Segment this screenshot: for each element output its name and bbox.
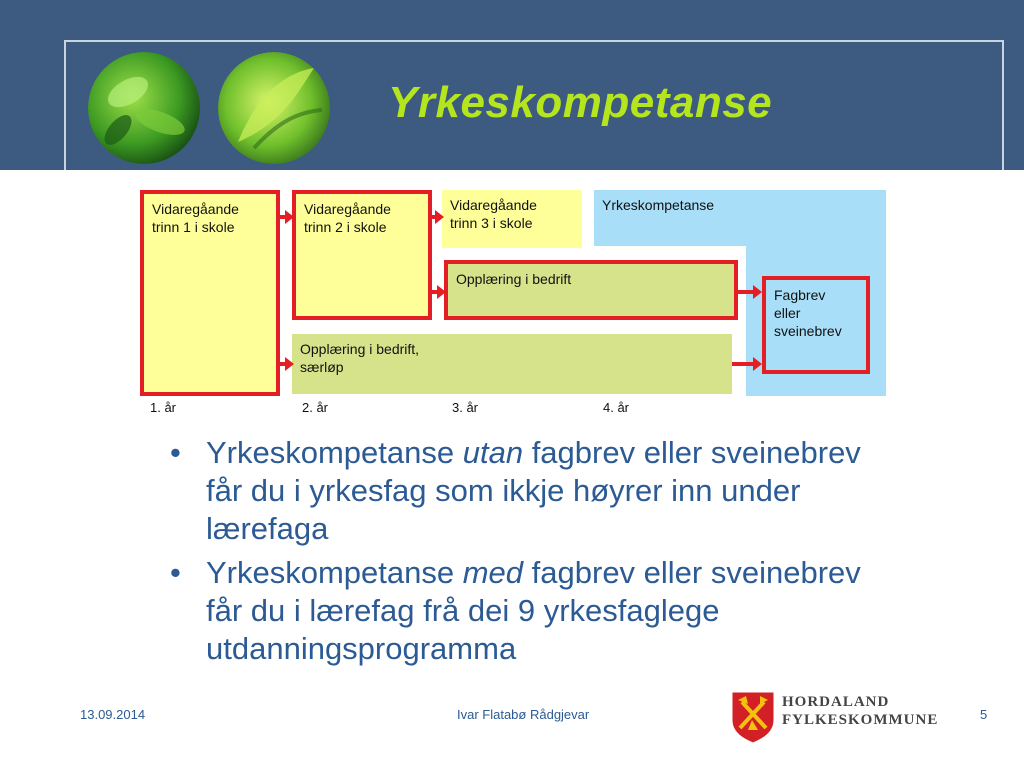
trinn2-line2: trinn 2 i skole <box>304 219 387 235</box>
opplaering-bedrift-box <box>444 260 738 320</box>
fagbrev-box <box>762 276 870 374</box>
trinn3-line2: trinn 3 i skole <box>450 215 533 231</box>
saerlop-box <box>292 334 732 394</box>
arrow-right-icon <box>432 290 440 294</box>
bullet-icon: • <box>170 435 181 470</box>
arrow-right-icon <box>432 215 438 219</box>
footer-date: 13.09.2014 <box>80 707 146 722</box>
hordaland-logo <box>730 690 950 744</box>
fagbrev-line2: eller <box>774 305 801 321</box>
page-number: 5 <box>980 707 988 722</box>
year-label: 3. år <box>452 400 479 415</box>
green-leaf-icon <box>218 52 330 164</box>
year-label: 1. år <box>150 400 177 415</box>
bullet-item <box>170 554 890 668</box>
bullet-text: fagbrev eller sveinebrev får du i yrkesfag som ikkje høyrer inn under lærefaga <box>206 435 861 546</box>
saerlop-line2: særløp <box>300 359 344 375</box>
arrow-right-icon <box>280 215 288 219</box>
arrow-right-icon <box>280 362 288 366</box>
slide-title: Yrkeskompetanse <box>388 78 773 127</box>
saerlop-line1: Opplæring i bedrift, <box>300 341 420 357</box>
bullet-text: Yrkeskompetanse <box>206 435 463 470</box>
year-label: 4. år <box>603 400 630 415</box>
bullet-icon: • <box>170 555 181 590</box>
education-pathway-diagram <box>136 186 888 418</box>
trinn2-box <box>292 190 432 320</box>
trinn3-line1: Vidaregåande <box>450 197 537 213</box>
arrow-right-icon <box>738 290 756 294</box>
org-name-line1: HORDALAND <box>782 694 890 710</box>
fagbrev-line1: Fagbrev <box>774 287 826 303</box>
yrkeskompetanse-label: Yrkeskompetanse <box>602 197 715 213</box>
bullet-item <box>170 434 890 548</box>
trinn1-box <box>140 190 280 396</box>
footer-author: Ivar Flatabø Rådgjevar <box>457 707 590 722</box>
org-name-line2: FYLKESKOMMUNE <box>782 712 939 728</box>
bullet-emphasis: med <box>462 555 524 590</box>
bullet-list <box>170 434 890 674</box>
bullet-text: fagbrev eller sveinebrev får du i lærefag frå dei 9 yrkesfaglege utdanningsprogramma <box>206 555 861 666</box>
trinn3-box <box>442 190 582 248</box>
trinn2-line1: Vidaregåande <box>304 201 391 217</box>
green-leaf-icon <box>88 52 200 164</box>
bullet-emphasis: utan <box>462 435 524 470</box>
fagbrev-line3: sveinebrev <box>774 323 842 339</box>
yrkeskompetanse-box <box>594 190 886 246</box>
trinn1-line1: Vidaregåande <box>152 201 239 217</box>
year-label: 2. år <box>302 400 329 415</box>
coat-of-arms-icon <box>730 690 776 744</box>
trinn1-line2: trinn 1 i skole <box>152 219 235 235</box>
opplaering-bedrift-label: Opplæring i bedrift <box>456 271 572 287</box>
arrow-right-icon <box>732 362 756 366</box>
bullet-text: Yrkeskompetanse <box>206 555 463 590</box>
